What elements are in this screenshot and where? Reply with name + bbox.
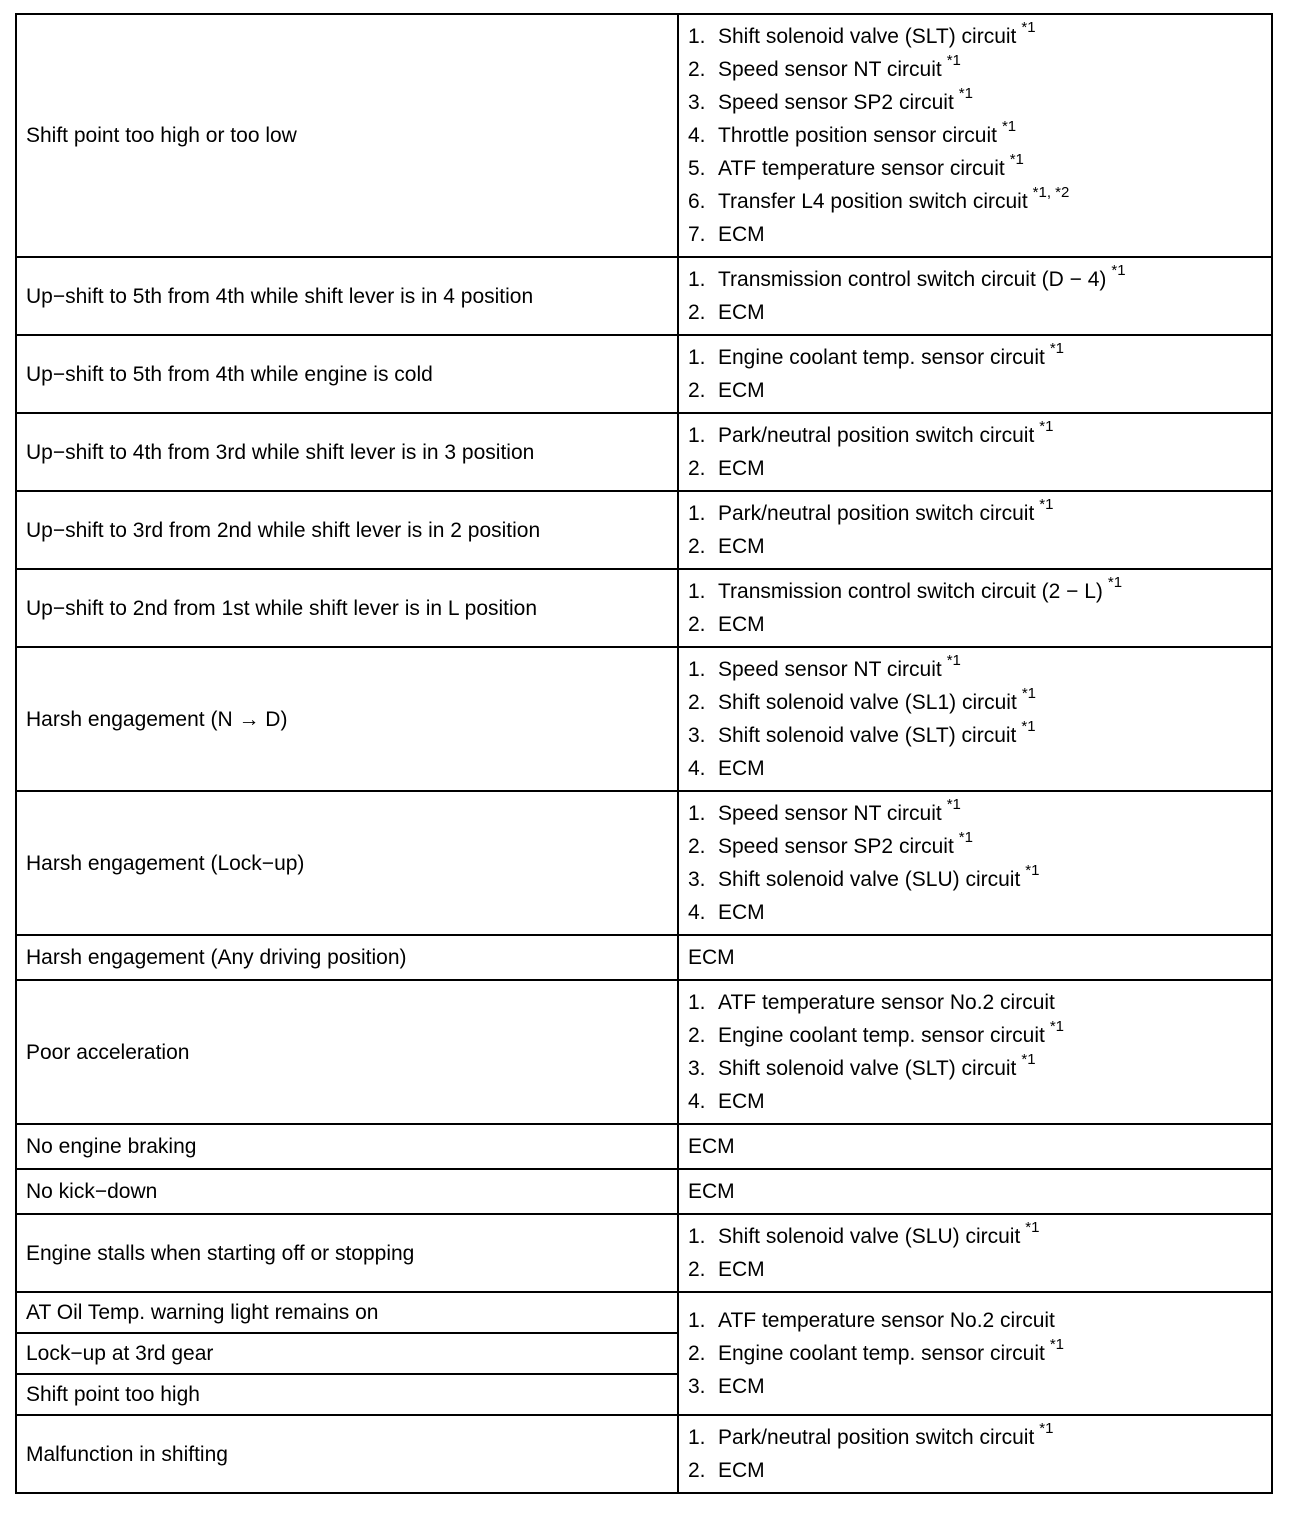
cause-list bbox=[688, 1304, 1262, 1403]
footnote-marker: *1 bbox=[946, 796, 961, 813]
cause-text: Shift solenoid valve (SLU) circuit bbox=[718, 868, 1021, 891]
cause-list bbox=[688, 341, 1262, 407]
symptom-cell: Up−shift to 3rd from 2nd while shift lever is in 2 position bbox=[16, 491, 678, 569]
footnote-marker: *1 bbox=[1025, 862, 1040, 879]
cause-cell bbox=[678, 14, 1272, 257]
cause-number: 4. bbox=[688, 124, 706, 147]
footnote-marker: *1 bbox=[946, 652, 961, 669]
footnote-marker: *1 bbox=[1049, 1018, 1065, 1035]
footnote-marker: *1 bbox=[1107, 574, 1123, 591]
cause-item bbox=[688, 296, 1262, 329]
cause-text: Shift solenoid valve (SLT) circuit bbox=[718, 25, 1017, 48]
cause-item bbox=[688, 452, 1262, 485]
cause-number: 6. bbox=[688, 190, 706, 213]
cause-number: 3. bbox=[688, 724, 706, 747]
cause-text: ECM bbox=[718, 535, 765, 558]
table-row bbox=[16, 647, 1272, 791]
symptom-cell: Shift point too high or too low bbox=[16, 14, 678, 257]
cause-item bbox=[688, 530, 1262, 563]
footnote-marker: *1 bbox=[1021, 1051, 1036, 1068]
cause-text: ECM bbox=[718, 613, 765, 636]
cause-item bbox=[688, 86, 1262, 119]
cause-text: ATF temperature sensor No.2 circuit bbox=[718, 1309, 1055, 1332]
cause-item bbox=[688, 797, 1262, 830]
cause-number: 1. bbox=[688, 25, 706, 48]
cause-item bbox=[688, 830, 1262, 863]
cause-list bbox=[688, 419, 1262, 485]
cause-number: 1. bbox=[688, 268, 706, 291]
cause-item bbox=[688, 1085, 1262, 1118]
cause-number: 2. bbox=[688, 457, 706, 480]
table-row bbox=[16, 335, 1272, 413]
cause-number: 1. bbox=[688, 580, 706, 603]
cause-item bbox=[688, 686, 1262, 719]
cause-item bbox=[688, 1220, 1262, 1253]
cause-item bbox=[688, 1052, 1262, 1085]
cause-number: 2. bbox=[688, 379, 706, 402]
troubleshooting-table bbox=[15, 13, 1273, 1494]
footnote-marker: *1 bbox=[1039, 496, 1054, 513]
cause-list bbox=[688, 1220, 1262, 1286]
cause-text: ECM bbox=[718, 901, 765, 924]
footnote-marker: *1, *2 bbox=[1032, 184, 1070, 201]
table-row bbox=[16, 1292, 1272, 1333]
cause-number: 2. bbox=[688, 1024, 706, 1047]
cause-item bbox=[688, 152, 1262, 185]
symptom-cell: Harsh engagement (Any driving position) bbox=[16, 935, 678, 980]
cause-number: 2. bbox=[688, 1342, 706, 1365]
footnote-marker: *1 bbox=[1111, 262, 1126, 279]
cause-item bbox=[688, 218, 1262, 251]
cause-text: ECM bbox=[718, 301, 765, 324]
cause-text: ECM bbox=[718, 1375, 765, 1398]
symptom-cell: Poor acceleration bbox=[16, 980, 678, 1124]
cause-list bbox=[688, 1421, 1262, 1487]
table-row bbox=[16, 1124, 1272, 1169]
cause-text: Transfer L4 position switch circuit bbox=[718, 190, 1028, 213]
footnote-marker: *1 bbox=[958, 85, 973, 102]
cause-number: 3. bbox=[688, 868, 706, 891]
cause-item bbox=[688, 896, 1262, 929]
cause-number: 3. bbox=[688, 1375, 706, 1398]
cause-cell bbox=[678, 1292, 1272, 1415]
symptom-cell: AT Oil Temp. warning light remains on bbox=[16, 1292, 678, 1333]
cause-list bbox=[688, 497, 1262, 563]
cause-text: Speed sensor NT circuit bbox=[718, 802, 942, 825]
cause-cell bbox=[678, 413, 1272, 491]
cause-text: ECM bbox=[718, 1090, 765, 1113]
cause-text: Park/neutral position switch circuit bbox=[718, 1426, 1035, 1449]
cause-list bbox=[688, 263, 1262, 329]
cause-item bbox=[688, 1304, 1262, 1337]
cause-text: Speed sensor NT circuit bbox=[718, 658, 942, 681]
cause-number: 1. bbox=[688, 802, 706, 825]
cause-text: Speed sensor NT circuit bbox=[718, 58, 942, 81]
cause-list bbox=[688, 653, 1262, 785]
table-row bbox=[16, 935, 1272, 980]
cause-number: 1. bbox=[688, 658, 706, 681]
cause-text: Transmission control switch circuit (2 − L) bbox=[718, 580, 1103, 603]
footnote-marker: *1 bbox=[1049, 1336, 1065, 1353]
cause-cell bbox=[678, 491, 1272, 569]
cause-text: ECM bbox=[718, 223, 765, 246]
table-row bbox=[16, 14, 1272, 257]
cause-text: Shift solenoid valve (SL1) circuit bbox=[718, 691, 1017, 714]
cause-list bbox=[688, 986, 1262, 1118]
table-row bbox=[16, 491, 1272, 569]
footnote-marker: *1 bbox=[946, 52, 961, 69]
cause-text: Shift solenoid valve (SLU) circuit bbox=[718, 1225, 1021, 1248]
table-row bbox=[16, 791, 1272, 935]
symptom-cell: Engine stalls when starting off or stopping bbox=[16, 1214, 678, 1292]
cause-number: 2. bbox=[688, 1258, 706, 1281]
cause-item bbox=[688, 863, 1262, 896]
table-body bbox=[16, 14, 1272, 1493]
cause-item bbox=[688, 497, 1262, 530]
symptom-cell: Harsh engagement (N → D) bbox=[16, 647, 678, 791]
table-row bbox=[16, 1214, 1272, 1292]
footnote-marker: *1 bbox=[1001, 118, 1017, 135]
cause-cell bbox=[678, 1415, 1272, 1493]
cause-item bbox=[688, 263, 1262, 296]
cause-text: ECM bbox=[718, 1459, 765, 1482]
table-row bbox=[16, 569, 1272, 647]
table-row bbox=[16, 980, 1272, 1124]
symptom-cell: Malfunction in shifting bbox=[16, 1415, 678, 1493]
cause-item bbox=[688, 1421, 1262, 1454]
cause-text: ECM bbox=[718, 379, 765, 402]
cause-item bbox=[688, 719, 1262, 752]
cause-cell bbox=[678, 335, 1272, 413]
cause-number: 4. bbox=[688, 757, 706, 780]
cause-number: 3. bbox=[688, 1057, 706, 1080]
footnote-marker: *1 bbox=[1025, 1219, 1040, 1236]
cause-text: Shift solenoid valve (SLT) circuit bbox=[718, 1057, 1017, 1080]
cause-number: 1. bbox=[688, 1309, 706, 1332]
cause-text: Transmission control switch circuit (D − 4) bbox=[718, 268, 1107, 291]
cause-text: Park/neutral position switch circuit bbox=[718, 502, 1035, 525]
cause-cell bbox=[678, 647, 1272, 791]
cause-item bbox=[688, 575, 1262, 608]
cause-number: 1. bbox=[688, 424, 706, 447]
cause-item bbox=[688, 1454, 1262, 1487]
cause-number: 2. bbox=[688, 535, 706, 558]
cause-item bbox=[688, 1370, 1262, 1403]
cause-item bbox=[688, 119, 1262, 152]
cause-number: 1. bbox=[688, 991, 706, 1014]
cause-number: 2. bbox=[688, 691, 706, 714]
cause-number: 2. bbox=[688, 835, 706, 858]
cause-number: 1. bbox=[688, 1225, 706, 1248]
cause-text: Engine coolant temp. sensor circuit bbox=[718, 1342, 1045, 1365]
symptom-cell: Up−shift to 5th from 4th while shift lever is in 4 position bbox=[16, 257, 678, 335]
cause-text: Speed sensor SP2 circuit bbox=[718, 91, 954, 114]
cause-number: 3. bbox=[688, 91, 706, 114]
cause-number: 4. bbox=[688, 901, 706, 924]
cause-cell bbox=[678, 257, 1272, 335]
cause-item bbox=[688, 752, 1262, 785]
cause-number: 1. bbox=[688, 346, 706, 369]
footnote-marker: *1 bbox=[1021, 685, 1036, 702]
cause-item bbox=[688, 20, 1262, 53]
symptom-cell: Harsh engagement (Lock−up) bbox=[16, 791, 678, 935]
cause-number: 2. bbox=[688, 613, 706, 636]
cause-item bbox=[688, 1253, 1262, 1286]
footnote-marker: *1 bbox=[1039, 418, 1054, 435]
footnote-marker: *1 bbox=[1039, 1420, 1054, 1437]
cause-text: Shift solenoid valve (SLT) circuit bbox=[718, 724, 1017, 747]
table-row bbox=[16, 1169, 1272, 1214]
cause-item bbox=[688, 374, 1262, 407]
cause-number: 5. bbox=[688, 157, 706, 180]
cause-number: 2. bbox=[688, 1459, 706, 1482]
cause-item bbox=[688, 653, 1262, 686]
cause-list bbox=[688, 575, 1262, 641]
cause-item bbox=[688, 185, 1262, 218]
table-row bbox=[16, 257, 1272, 335]
symptom-cell: Shift point too high bbox=[16, 1374, 678, 1415]
symptom-cell: Up−shift to 4th from 3rd while shift lever is in 3 position bbox=[16, 413, 678, 491]
cause-item bbox=[688, 1337, 1262, 1370]
symptom-cell: Up−shift to 5th from 4th while engine is cold bbox=[16, 335, 678, 413]
cause-text: ATF temperature sensor No.2 circuit bbox=[718, 991, 1055, 1014]
cause-text: Engine coolant temp. sensor circuit bbox=[718, 1024, 1045, 1047]
cause-cell bbox=[678, 980, 1272, 1124]
footnote-marker: *1 bbox=[1021, 718, 1036, 735]
cause-item bbox=[688, 986, 1262, 1019]
cause-cell: ECM bbox=[678, 1124, 1272, 1169]
cause-cell: ECM bbox=[678, 935, 1272, 980]
cause-text: ECM bbox=[718, 757, 765, 780]
cause-number: 4. bbox=[688, 1090, 706, 1113]
cause-item bbox=[688, 341, 1262, 374]
cause-number: 2. bbox=[688, 58, 706, 81]
cause-item bbox=[688, 53, 1262, 86]
symptom-cell: No engine braking bbox=[16, 1124, 678, 1169]
cause-text: ATF temperature sensor circuit bbox=[718, 157, 1005, 180]
symptom-cell: No kick−down bbox=[16, 1169, 678, 1214]
cause-text: ECM bbox=[718, 457, 765, 480]
cause-cell bbox=[678, 1214, 1272, 1292]
cause-cell bbox=[678, 791, 1272, 935]
footnote-marker: *1 bbox=[1021, 19, 1036, 36]
cause-text: Park/neutral position switch circuit bbox=[718, 424, 1035, 447]
cause-item bbox=[688, 419, 1262, 452]
footnote-marker: *1 bbox=[1009, 151, 1024, 168]
table-row bbox=[16, 1415, 1272, 1493]
cause-number: 2. bbox=[688, 301, 706, 324]
cause-number: 7. bbox=[688, 223, 706, 246]
cause-item bbox=[688, 1019, 1262, 1052]
table-row bbox=[16, 413, 1272, 491]
cause-text: Speed sensor SP2 circuit bbox=[718, 835, 954, 858]
cause-number: 1. bbox=[688, 502, 706, 525]
symptom-cell: Lock−up at 3rd gear bbox=[16, 1333, 678, 1374]
cause-list bbox=[688, 797, 1262, 929]
symptom-cell: Up−shift to 2nd from 1st while shift lever is in L position bbox=[16, 569, 678, 647]
footnote-marker: *1 bbox=[958, 829, 973, 846]
cause-item bbox=[688, 608, 1262, 641]
cause-number: 1. bbox=[688, 1426, 706, 1449]
cause-text: Throttle position sensor circuit bbox=[718, 124, 997, 147]
cause-list bbox=[688, 20, 1262, 251]
cause-text: ECM bbox=[718, 1258, 765, 1281]
cause-text: Engine coolant temp. sensor circuit bbox=[718, 346, 1045, 369]
footnote-marker: *1 bbox=[1049, 340, 1065, 357]
cause-cell: ECM bbox=[678, 1169, 1272, 1214]
cause-cell bbox=[678, 569, 1272, 647]
